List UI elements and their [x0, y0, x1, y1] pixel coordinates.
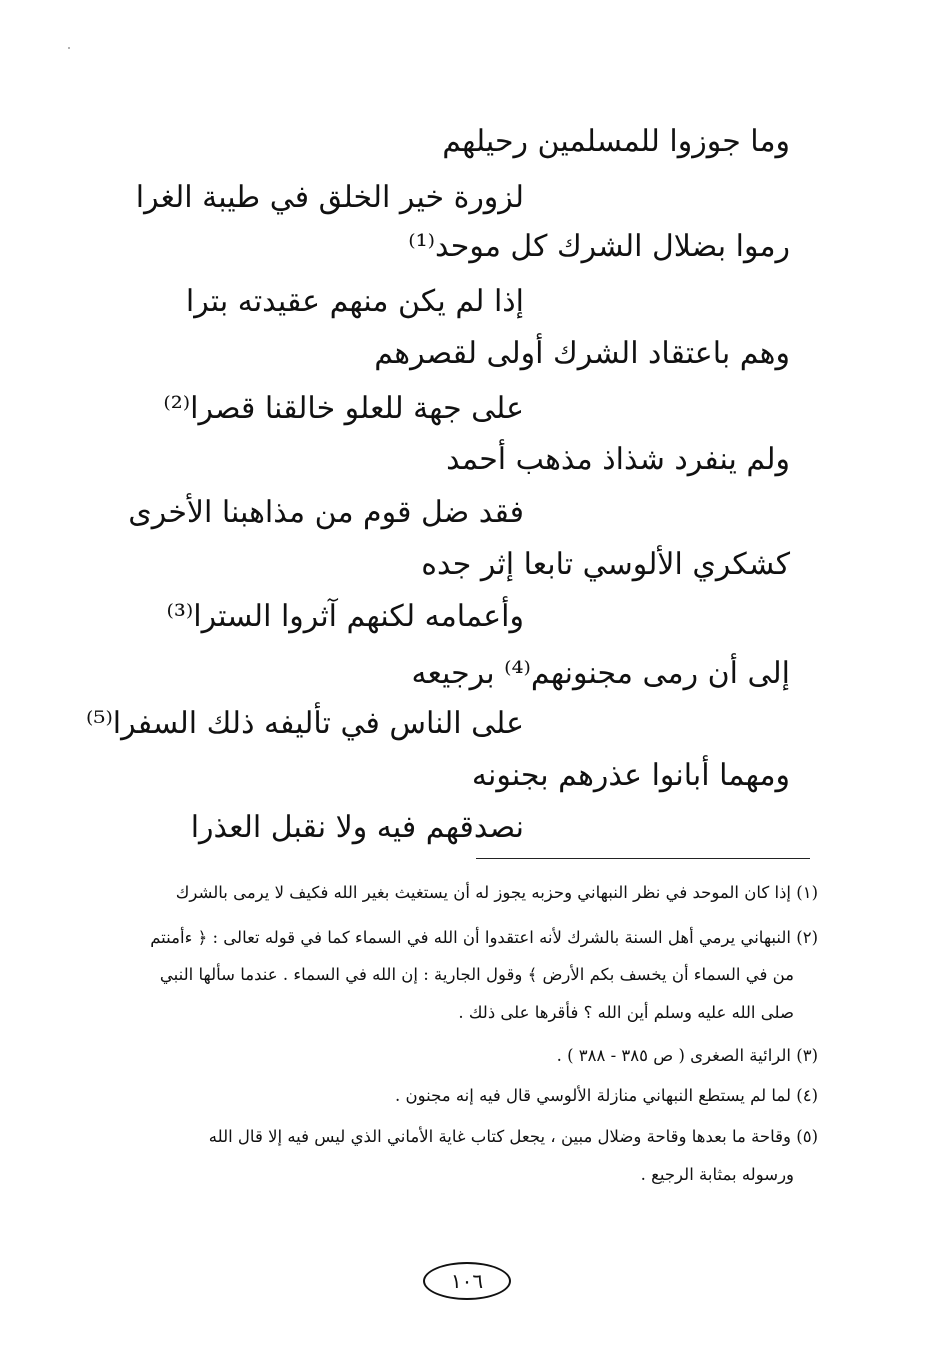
- page-number: ١٠٦: [450, 1269, 484, 1293]
- footnote-2-cont-1: من في السماء أن يخسف بكم الأرض ﴾ وقول الجارية : إن الله في السماء . عندما سألها النبي: [159, 965, 794, 984]
- verse-line-9: كشكري الألوسي تابعا إثر جده: [421, 547, 790, 582]
- verse-line-6: على جهة للعلو خالقنا قصرا⁽²⁾: [163, 391, 524, 426]
- verse-line-14: نصدقهم فيه ولا نقبل العذرا: [190, 810, 524, 845]
- verse-line-5: وهم باعتقاد الشرك أولى لقصرهم: [374, 336, 790, 371]
- verse-line-1: وما جوزوا للمسلمين رحيلهم: [442, 124, 790, 159]
- footnote-divider: [476, 858, 810, 859]
- footnote-5-cont: ورسوله بمثابة الرجيع .: [640, 1165, 794, 1184]
- footnote-2-cont-2: صلى الله عليه وسلم أين الله ؟ فأقرها على ذلك .: [458, 1003, 794, 1022]
- verse-line-7: ولم ينفرد شذاذ مذهب أحمد: [446, 442, 790, 477]
- verse-line-13: ومهما أبانوا عذرهم بجنونه: [471, 758, 790, 793]
- verse-line-8: فقد ضل قوم من مذاهبنا الأخرى: [128, 495, 524, 530]
- footnote-4: (٤) لما لم يستطع النبهاني منازلة الألوسي قال فيه إنه مجنون .: [394, 1086, 818, 1105]
- footnote-3: (٣) الرائية الصغرى ( ص ٣٨٥ - ٣٨٨ ) .: [556, 1046, 818, 1065]
- footnote-2: (٢) النبهاني يرمي أهل السنة بالشرك لأنه اعتقدوا أن الله في السماء كما في قوله تعالى : ﴿ ءأمنتم: [150, 928, 818, 947]
- verse-line-3: رموا بضلال الشرك كل موحد⁽¹⁾: [408, 229, 790, 264]
- footnote-1: (١) إذا كان الموحد في نظر النبهاني وحزبه يجوز له أن يستغيث بغير الله فكيف لا يرمى بالشرك: [175, 883, 818, 902]
- verse-line-12: على الناس في تأليفه ذلك السفرا⁽⁵⁾: [86, 706, 524, 741]
- scan-speck: [68, 47, 70, 49]
- verse-line-2: لزورة خير الخلق في طيبة الغرا: [135, 180, 524, 215]
- page-number-badge: [423, 1262, 511, 1300]
- footnote-5: (٥) وقاحة ما بعدها وقاحة وضلال مبين ، يجعل كتاب غاية الأماني الذي ليس فيه إلا قال الله: [208, 1127, 818, 1146]
- verse-line-4: إذا لم يكن منهم عقيدته بترا: [185, 284, 524, 319]
- verse-line-10: وأعمامه لكنهم آثروا السترا⁽³⁾: [166, 599, 524, 634]
- verse-line-11: إلى أن رمى مجنونهم⁽⁴⁾ برجيعه: [411, 656, 790, 691]
